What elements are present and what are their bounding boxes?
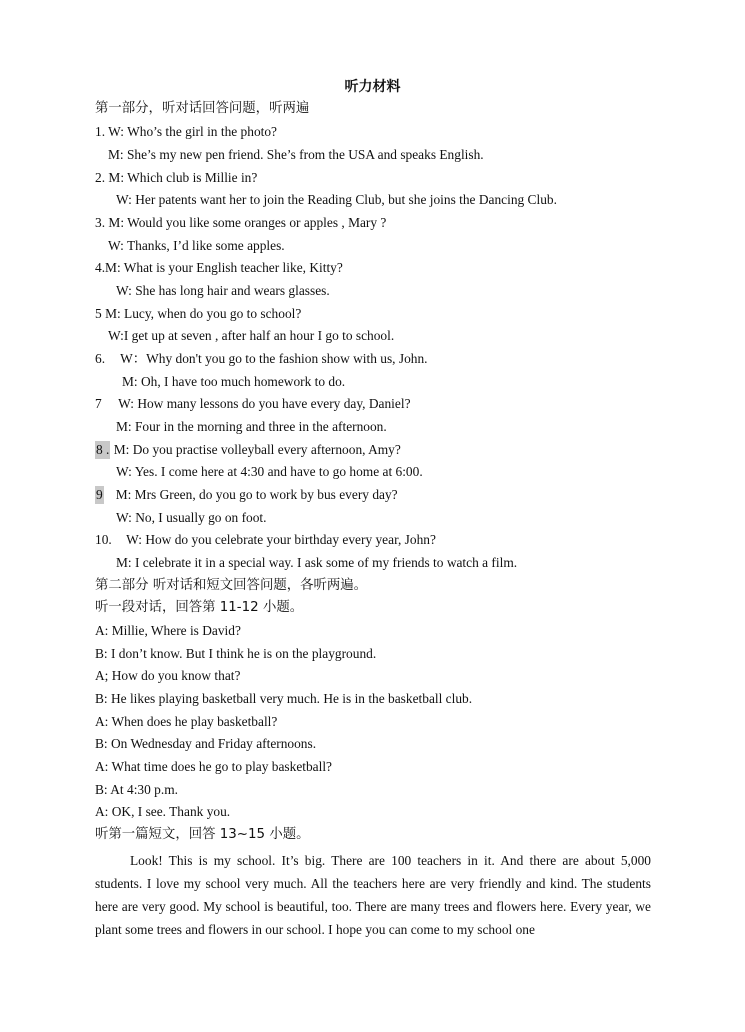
dialog-8-answer: W: Yes. I come here at 4:30 and have to go home at 6:00.	[116, 464, 423, 479]
dialog-number: 7	[95, 396, 102, 411]
dialog-number: 4.	[95, 260, 106, 275]
dialog-3-question	[95, 214, 386, 232]
dialog-number: 9	[96, 487, 103, 502]
dialog-10-question	[95, 531, 436, 549]
dialog-3-answer: W: Thanks, I’d like some apples.	[108, 238, 285, 253]
dialog-number: 6.	[95, 351, 106, 366]
dialog-8-question	[95, 441, 401, 459]
conversation-line: B: At 4:30 p.m.	[95, 782, 178, 797]
conversation-line: A: What time does he go to play basketball?	[95, 759, 333, 774]
dialog-10-answer: M: I celebrate it in a special way. I ask some of my friends to watch a film.	[116, 555, 518, 570]
conversation-line: A: When does he play basketball?	[95, 714, 278, 729]
conversation-line: B: I don’t know. But I think he is on the playground.	[95, 646, 377, 661]
passage-paragraph: Look! This is my school. It’s big. There are 100 teachers in it. And there are about 5,000 students. I love my school very much. All the teachers here are very friendly and kind. The students here are very good. My school is beautiful, too. There are many trees and flowers here. Every year, we plant some trees and flowers in our school. I hope you can come to my school one	[95, 853, 651, 937]
conversation-line: A; How do you know that?	[95, 668, 241, 683]
dialog-number: 8 .	[96, 442, 110, 457]
dialog-5-answer: W:I get up at seven , after half an hour I go to school.	[108, 328, 395, 343]
dialog-question-text: M: Do you practise volleyball every afternoon, Amy?	[113, 442, 401, 457]
dialog-5-question	[95, 305, 301, 323]
part2-heading: 第二部分 听对话和短文回答问题，各听两遍。	[95, 578, 368, 593]
dialog-2-answer: W: Her patents want her to join the Reading Club, but she joins the Dancing Club.	[116, 192, 557, 207]
conversation-line: A: OK, I see. Thank you.	[95, 804, 231, 819]
dialog-7-answer: M: Four in the morning and three in the afternoon.	[116, 419, 387, 434]
dialog-4-question	[95, 259, 343, 277]
dialog-6-answer: M: Oh, I have too much homework to do.	[122, 374, 346, 389]
conversation-line: B: On Wednesday and Friday afternoons.	[95, 736, 317, 751]
dialog-number: 10.	[95, 532, 112, 547]
dialog-question-text: M: Mrs Green, do you go to work by bus every day?	[115, 487, 398, 502]
dialog-question-text: M: Which club is Millie in?	[108, 170, 258, 185]
dialog-4-answer: W: She has long hair and wears glasses.	[116, 283, 330, 298]
page-title: 听力材料	[344, 79, 401, 95]
conversation-line: A: Millie, Where is David?	[95, 623, 241, 638]
dialog-1-question	[95, 123, 277, 141]
dialog-7-question	[95, 395, 411, 413]
dialog-9-answer: W: No, I usually go on foot.	[116, 510, 267, 525]
dialog-number: 2.	[95, 170, 106, 185]
dialog-number: 3.	[95, 215, 106, 230]
dialog-1-answer: M: She’s my new pen friend. She’s from the USA and speaks English.	[108, 147, 484, 162]
section-b-heading: 听第一篇短文，回答 13~15 小题。	[95, 827, 310, 842]
dialog-number: 1.	[95, 124, 106, 139]
conversation-line: B: He likes playing basketball very much. He is in the basketball club.	[95, 691, 473, 706]
dialog-6-question	[95, 350, 428, 368]
dialog-question-text: W: How do you celebrate your birthday every year, John?	[126, 532, 436, 547]
dialog-question-text: W：Why don't you go to the fashion show with us, John.	[120, 351, 428, 366]
dialog-question-text: M: Would you like some oranges or apples , Mary ?	[108, 215, 387, 230]
dialog-number: 5	[95, 306, 102, 321]
dialog-9-question	[95, 486, 398, 504]
dialog-question-text: W: How many lessons do you have every day, Daniel?	[118, 396, 411, 411]
dialog-question-text: M: What is your English teacher like, Kitty?	[105, 260, 343, 275]
dialog-2-question	[95, 169, 257, 187]
dialog-question-text: M: Lucy, when do you go to school?	[105, 306, 302, 321]
dialog-question-text: W: Who’s the girl in the photo?	[108, 124, 277, 139]
section-a-heading: 听一段对话，回答第 11-12 小题。	[95, 600, 304, 615]
part1-heading: 第一部分，听对话回答问题，听两遍	[95, 101, 310, 116]
